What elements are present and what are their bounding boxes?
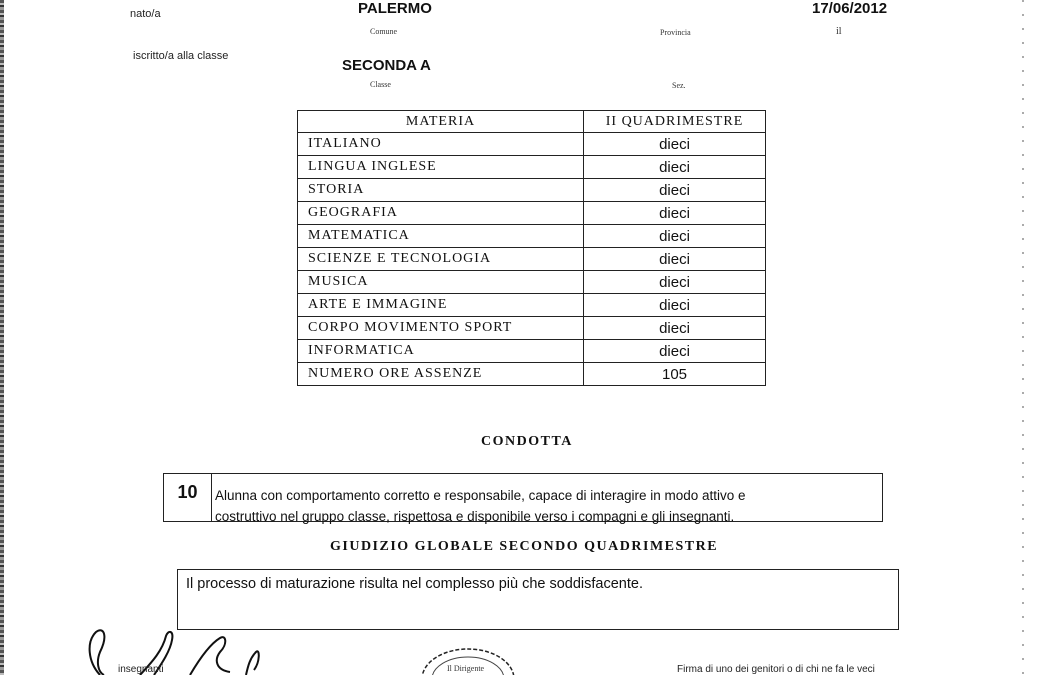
- conduct-line-2: costruttivo nel gruppo classe, rispettosa e disponibile verso i compagni e gli insegnanti.: [215, 509, 735, 524]
- subject-cell: MUSICA: [298, 271, 584, 294]
- table-row: [298, 248, 766, 271]
- conduct-box: [163, 473, 883, 522]
- conduct-grade: 10: [164, 474, 212, 521]
- global-judgement-box: [177, 569, 899, 630]
- conduct-heading: CONDOTTA: [481, 434, 573, 449]
- section-caption: Sez.: [672, 81, 686, 90]
- table-row: [298, 294, 766, 317]
- iscritto-label: iscritto/a alla classe: [133, 50, 229, 62]
- nato-label: nato/a: [130, 8, 161, 20]
- subject-cell: CORPO MOVIMENTO SPORT: [298, 317, 584, 340]
- grades-table: [297, 110, 766, 386]
- grade-cell: dieci: [584, 248, 766, 271]
- table-row: [298, 363, 766, 386]
- grade-cell: dieci: [584, 133, 766, 156]
- table-row: [298, 133, 766, 156]
- class-name: SECONDA A: [342, 57, 431, 74]
- grade-cell: dieci: [584, 294, 766, 317]
- grade-cell: dieci: [584, 225, 766, 248]
- global-judgement-heading: GIUDIZIO GLOBALE SECONDO QUADRIMESTRE: [330, 539, 719, 554]
- grade-cell: dieci: [584, 340, 766, 363]
- conduct-text: [215, 485, 880, 527]
- table-row: [298, 225, 766, 248]
- birth-city: PALERMO: [358, 0, 432, 17]
- table-row: [298, 317, 766, 340]
- grade-cell: dieci: [584, 179, 766, 202]
- grade-cell: dieci: [584, 271, 766, 294]
- subject-cell: NUMERO ORE ASSENZE: [298, 363, 584, 386]
- province-caption: Provincia: [660, 28, 691, 37]
- subject-cell: INFORMATICA: [298, 340, 584, 363]
- class-caption: Classe: [370, 80, 391, 89]
- parent-signature-label: Firma di uno dei genitori o di chi ne fa le veci: [677, 664, 875, 675]
- col-subject-header: MATERIA: [298, 111, 584, 133]
- subject-cell: ITALIANO: [298, 133, 584, 156]
- teacher-signatures: [70, 622, 280, 675]
- table-row: [298, 179, 766, 202]
- subject-cell: GEOGRAFIA: [298, 202, 584, 225]
- birth-date: 17/06/2012: [812, 0, 888, 17]
- grade-cell: dieci: [584, 156, 766, 179]
- subject-cell: STORIA: [298, 179, 584, 202]
- table-header-row: [298, 111, 766, 133]
- table-row: [298, 271, 766, 294]
- grade-cell: dieci: [584, 317, 766, 340]
- scan-edge-right: [1022, 0, 1024, 675]
- subject-cell: MATEMATICA: [298, 225, 584, 248]
- subject-cell: SCIENZE E TECNOLOGIA: [298, 248, 584, 271]
- corner-mark: il: [836, 26, 842, 37]
- table-row: [298, 340, 766, 363]
- col-term-header: II QUADRIMESTRE: [584, 111, 766, 133]
- table-row: [298, 202, 766, 225]
- scan-edge-left: [0, 0, 4, 675]
- conduct-line-1: Alunna con comportamento corretto e responsabile, capace di interagire in modo attivo e: [215, 488, 746, 503]
- absences-cell: 105: [584, 363, 766, 386]
- city-caption: Comune: [370, 27, 398, 36]
- subject-cell: ARTE E IMMAGINE: [298, 294, 584, 317]
- stamp-text: Il Dirigente: [447, 664, 485, 673]
- table-row: [298, 156, 766, 179]
- global-judgement-text: Il processo di maturazione risulta nel complesso più che soddisfacente.: [186, 576, 643, 592]
- teachers-label: insegnanti: [118, 664, 164, 675]
- grade-cell: dieci: [584, 202, 766, 225]
- subject-cell: LINGUA INGLESE: [298, 156, 584, 179]
